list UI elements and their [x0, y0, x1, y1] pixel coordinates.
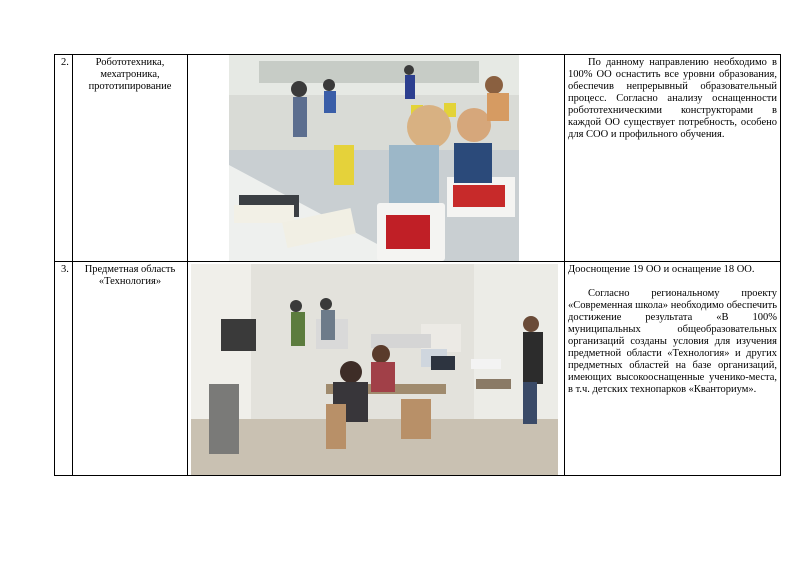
row-description — [565, 262, 781, 476]
row-topic: Робототехника, мехатроника, прототипирование — [73, 55, 188, 262]
photo-cell — [188, 262, 565, 476]
technology-lab-photo — [191, 264, 558, 475]
row-topic: Предметная область «Технология» — [73, 262, 188, 476]
table-row — [55, 55, 781, 262]
photo-cell — [188, 55, 565, 262]
row-number: 3. — [55, 262, 73, 476]
document-table — [54, 54, 781, 476]
description-paragraph: Согласно региональному проекту «Современная школа» необходимо обеспечить достижение результата «В 100% муниципальных общеобразовательных организаций созданы условия для изучения предметной области «Технология» и других предметных областей на базе организаций, имеющих высокооснащенные ученико-места, в т.ч. детских технопарков «Кванториум». — [568, 288, 777, 395]
row-description — [565, 55, 781, 262]
table-row — [55, 262, 781, 476]
row-number: 2. — [55, 55, 73, 262]
description-paragraph: Дооснощение 19 ОО и оснащение 18 ОО. — [568, 264, 755, 275]
classroom-robotics-photo — [229, 55, 519, 261]
description-paragraph: По данному направлению необходимо в 100% ОО оснастить все уровни образования, обеспечив непрерывный образовательный процесс. Согласно анализу оснащенности робототехническими конструкторами в каждой ОО существует потребность, особено для СОО и профильного обучения. — [568, 57, 777, 140]
